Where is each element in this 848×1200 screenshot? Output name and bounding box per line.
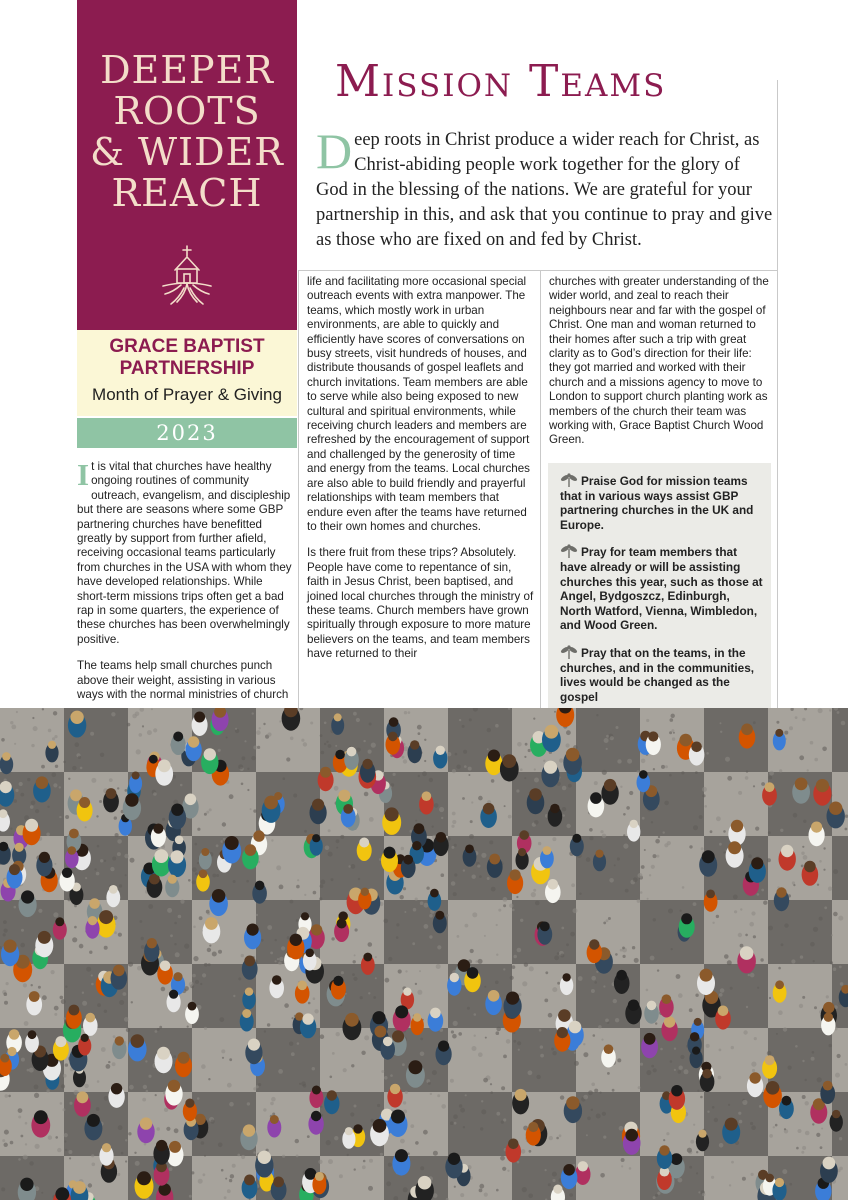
prayer-point-text: Pray that on the teams, in the churches, and in the communities, lives would be changed as the gospel: [560, 645, 755, 704]
banner-title-line: ROOTS: [113, 89, 261, 133]
banner-title-line: DEEPER: [100, 48, 274, 92]
column-1-paragraph-2: The teams help small churches punch above their weight, assisting in various ways with the normal ministries of church: [77, 659, 289, 702]
intro-paragraph: [316, 123, 776, 253]
article-column-2: [307, 275, 535, 674]
intro-dropcap: D: [316, 123, 353, 179]
column-rule: [777, 270, 778, 708]
sprout-icon: [560, 544, 578, 558]
prayer-point-text: Pray for team members that have already or will be assisting churches this year, such as those at Angel, Bydgoszcz, Edinburgh, North Watford, Vienna, Wimbledon, and Wood Green.: [560, 545, 763, 633]
partnership-name-line1: GRACE BAPTIST: [109, 336, 265, 357]
title-banner: [77, 0, 297, 330]
column-3-paragraph-1: churches with greater understanding of the wider world, and zeal to reach their neighbours near and far with the gospel of Christ. One man and woman returned to their homes after such a trip with great clarity as to God’s direction for their life: they got married and worked with their church and a missions agency to move to London to support church planting work as members of the church their team was working with, Grace Baptist Church Wood Green.: [549, 275, 769, 447]
article-title: Mission Teams: [335, 56, 667, 107]
article-column-3: [549, 275, 771, 460]
prayer-point: [560, 544, 763, 633]
prayer-point: [560, 645, 763, 704]
column-1-paragraph-1: t is vital that churches have healthy ongoing routines of community outreach, evangelism, and discipleship but there are seasons where some GBP partnering churches have benefitted greatly by support from further afield, receiving occasional teams particularly from churches in the USA with whom they have developed relationships. While short-term missions trips often get a bad rap in some quarters, the experience of these churches has been overwhelmingly positive.: [77, 460, 292, 646]
year-badge: 2023: [77, 418, 297, 448]
column-rule: [298, 270, 299, 708]
article-column-1: [77, 457, 295, 715]
column-dropcap: I: [77, 457, 90, 492]
banner-title-line: & WIDER: [90, 130, 284, 174]
sprout-icon: [560, 473, 578, 487]
crowd-photo-drawing: [0, 708, 848, 1200]
banner-title: [77, 50, 297, 214]
column-rule: [540, 270, 541, 708]
partnership-subtitle: Month of Prayer & Giving: [92, 385, 282, 404]
column-2-paragraph-1: life and facilitating more occasional special outreach events with extra manpower. The teams, which mostly work in urban environments, are able to quickly and efficiently have scores of conversations on busy streets, visit hundreds of houses, and distribute thousands of gospel leaflets and church invitations. Team members are able to serve while also being exposed to new cultural and spiritual environments, while receiving church leaders and members are refreshed by the encouragement of support and challenged by the generosity of time and energy from the teams. Local churches are also able to build friendly and prayerful relationships with team members that endure even after the teams have returned to their own homes and churches.: [307, 275, 530, 533]
prayer-point: [560, 473, 763, 532]
crowd-aerial-photo: [0, 708, 848, 1200]
church-with-roots-icon: [157, 244, 217, 306]
column-rule: [777, 80, 778, 270]
prayer-points-box: [548, 463, 771, 708]
column-2-paragraph-2: Is there fruit from these trips? Absolutely. People have come to repentance of sin, faith in Jesus Christ, been baptised, and joined local churches through the ministry of these teams. Church members have grown spiritually through exposure to more mature believers on the teams, and team members have returned to their: [307, 546, 534, 661]
prayer-point-text: Praise God for mission teams that in various ways assist GBP partnering churches in the UK and Europe.: [560, 474, 754, 532]
partnership-box: [77, 330, 297, 416]
sprout-icon: [560, 645, 578, 659]
banner-title-line: REACH: [111, 171, 263, 215]
partnership-name-line2: PARTNERSHIP: [119, 358, 255, 379]
intro-text: eep roots in Christ produce a wider reach for Christ, as Christ-abiding people work together for the glory of God in the blessing of the nations. We are grateful for your partnership in this, and ask that you continue to pray and give as those who are fixed on and fed by Christ.: [316, 130, 773, 250]
section-rule: [298, 270, 778, 271]
